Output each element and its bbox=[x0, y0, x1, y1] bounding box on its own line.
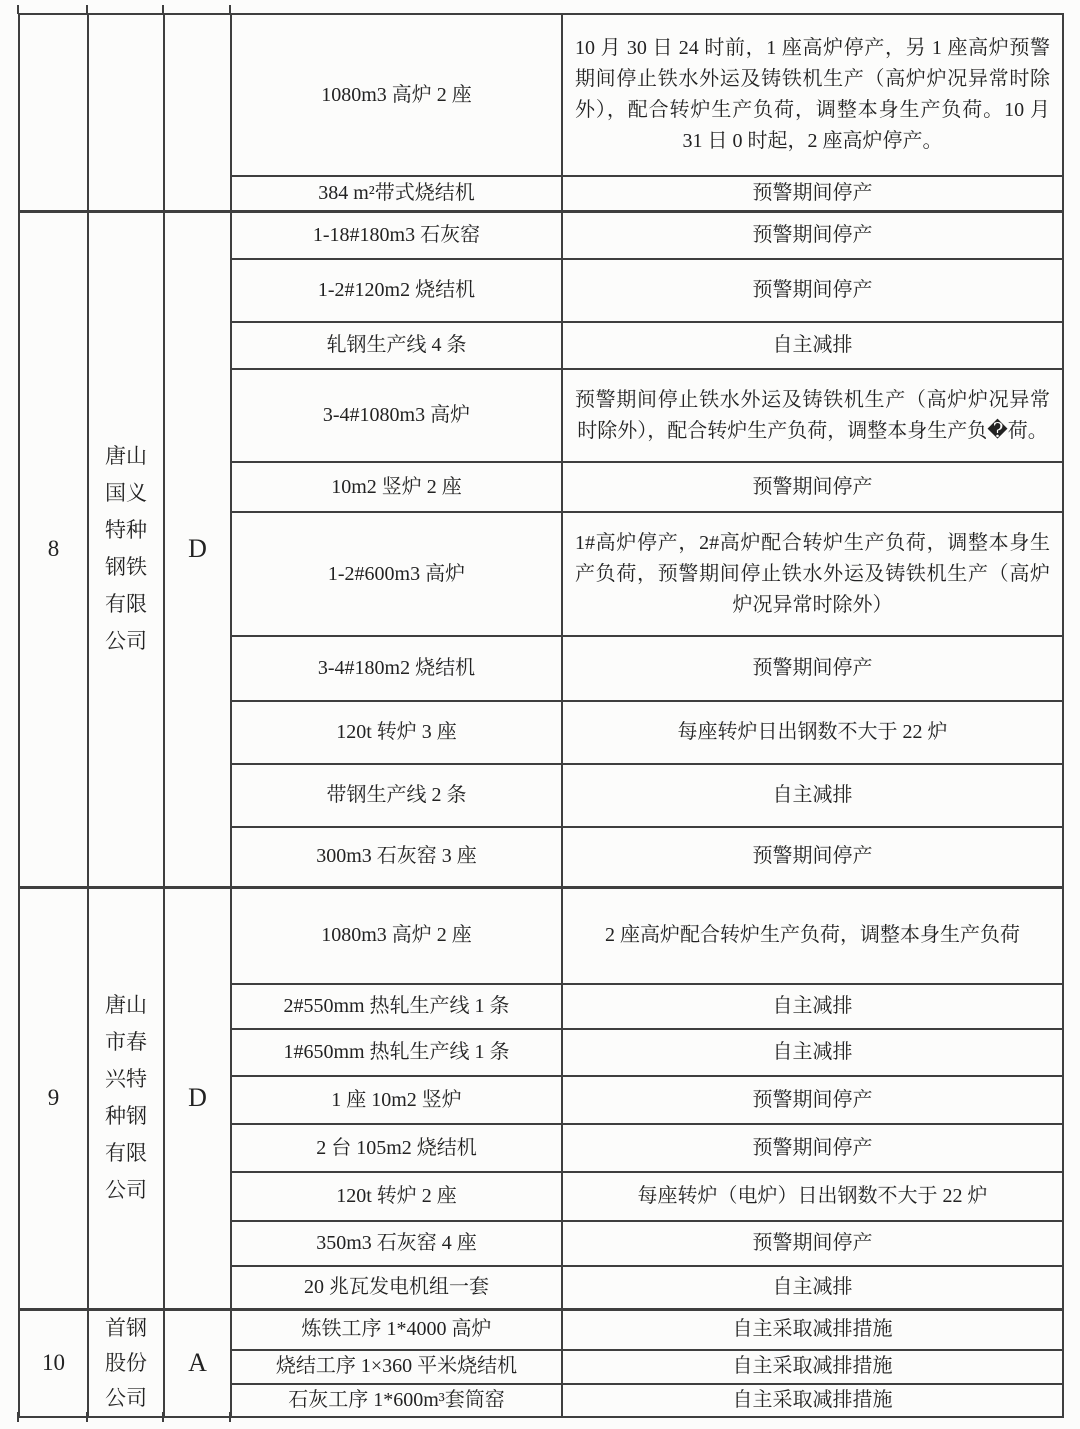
equipment-cell: 3-4#180m2 烧结机 bbox=[231, 636, 562, 701]
measure-cell: 预警期间停产 bbox=[562, 636, 1063, 701]
equipment-cell: 3-4#1080m3 高炉 bbox=[231, 369, 562, 462]
seq-cell: 8 bbox=[19, 211, 88, 887]
equipment-cell: 2#550mm 热轧生产线 1 条 bbox=[231, 984, 562, 1029]
equipment-cell: 350m3 石灰窑 4 座 bbox=[231, 1221, 562, 1266]
company-name-line: 国义 bbox=[105, 481, 147, 505]
measure-cell: 自主采取减排措施 bbox=[562, 1309, 1063, 1350]
grade-cell: A bbox=[164, 1309, 231, 1417]
equipment-cell: 2 台 105m2 烧结机 bbox=[231, 1124, 562, 1172]
measure-cell: 自主减排 bbox=[562, 322, 1063, 369]
company-name-line: 公司 bbox=[105, 629, 147, 653]
seq-cell: 9 bbox=[19, 887, 88, 1309]
measure-cell: 预警期间停产 bbox=[562, 827, 1063, 887]
company-cell bbox=[88, 887, 164, 1309]
equipment-cell: 1-18#180m3 石灰窑 bbox=[231, 211, 562, 259]
measure-cell: 自主减排 bbox=[562, 764, 1063, 827]
company-name-line: 公司 bbox=[105, 1178, 147, 1202]
company-cell bbox=[88, 14, 164, 211]
measure-cell: 自主减排 bbox=[562, 1029, 1063, 1076]
measure-cell: 预警期间停产 bbox=[562, 259, 1063, 322]
company-name-line: 种钢 bbox=[105, 1104, 147, 1128]
table-cut-stub bbox=[17, 1412, 19, 1422]
equipment-cell: 烧结工序 1×360 平米烧结机 bbox=[231, 1350, 562, 1384]
measure-cell: 每座转炉（电炉）日出钢数不大于 22 炉 bbox=[562, 1172, 1063, 1221]
equipment-cell: 1#650mm 热轧生产线 1 条 bbox=[231, 1029, 562, 1076]
equipment-cell: 轧钢生产线 4 条 bbox=[231, 322, 562, 369]
table-row bbox=[19, 1309, 1063, 1350]
equipment-cell: 300m3 石灰窑 3 座 bbox=[231, 827, 562, 887]
company-name-line: 兴特 bbox=[105, 1067, 147, 1091]
company-cell bbox=[88, 211, 164, 887]
equipment-cell: 石灰工序 1*600m³套筒窑 bbox=[231, 1384, 562, 1417]
grade-cell bbox=[164, 14, 231, 211]
company-name-line: 特种 bbox=[105, 518, 147, 542]
measure-cell: 自主减排 bbox=[562, 984, 1063, 1029]
company-cell bbox=[88, 1309, 164, 1417]
company-name-line: 市春 bbox=[105, 1030, 147, 1054]
table-cut-stub bbox=[86, 1412, 88, 1422]
seq-cell bbox=[19, 14, 88, 211]
equipment-cell: 1080m3 高炉 2 座 bbox=[231, 887, 562, 984]
company-name-line: 股份 bbox=[105, 1350, 147, 1375]
measure-cell: 预警期间停产 bbox=[562, 176, 1063, 211]
equipment-cell: 1-2#600m3 高炉 bbox=[231, 512, 562, 636]
measure-cell: 预警期间停产 bbox=[562, 1221, 1063, 1266]
equipment-cell: 1-2#120m2 烧结机 bbox=[231, 259, 562, 322]
measure-cell: 2 座高炉配合转炉生产负荷，调整本身生产负荷 bbox=[562, 887, 1063, 984]
grade-cell: D bbox=[164, 211, 231, 887]
table-row bbox=[19, 887, 1063, 984]
equipment-cell: 10m2 竖炉 2 座 bbox=[231, 462, 562, 512]
company-name-line: 唐山 bbox=[105, 993, 147, 1017]
measure-cell: 自主采取减排措施 bbox=[562, 1384, 1063, 1417]
company-name-line: 有限 bbox=[105, 592, 147, 616]
measure-cell: 预警期间停产 bbox=[562, 1124, 1063, 1172]
company-name-line: 有限 bbox=[105, 1141, 147, 1165]
company-name-line: 钢铁 bbox=[105, 555, 147, 579]
equipment-cell: 1 座 10m2 竖炉 bbox=[231, 1076, 562, 1124]
measure-cell: 预警期间停产 bbox=[562, 462, 1063, 512]
equipment-cell: 384 m²带式烧结机 bbox=[231, 176, 562, 211]
company-name-line: 首钢 bbox=[105, 1315, 147, 1340]
table-cut-stub bbox=[162, 1412, 164, 1422]
restriction-table bbox=[18, 13, 1064, 1418]
measure-cell: 10 月 30 日 24 时前，1 座高炉停产，另 1 座高炉预警期间停止铁水外运及铸铁机生产（高炉炉况异常时除外），配合转炉生产负荷，调整本身生产负荷。10 月 31 日 0 时起，2 座高炉停产。 bbox=[562, 14, 1063, 176]
measure-cell: 预警期间停止铁水外运及铸铁机生产（高炉炉况异常时除外），配合转炉生产负荷，调整本身生产负�荷。 bbox=[562, 369, 1063, 462]
measure-cell: 预警期间停产 bbox=[562, 211, 1063, 259]
company-name-line: 公司 bbox=[105, 1385, 147, 1410]
equipment-cell: 20 兆瓦发电机组一套 bbox=[231, 1266, 562, 1309]
measure-cell: 自主采取减排措施 bbox=[562, 1350, 1063, 1384]
measure-cell: 预警期间停产 bbox=[562, 1076, 1063, 1124]
measure-cell: 1#高炉停产，2#高炉配合转炉生产负荷，调整本身生产负荷，预警期间停止铁水外运及铸铁机生产（高炉炉况异常时除外） bbox=[562, 512, 1063, 636]
equipment-cell: 1080m3 高炉 2 座 bbox=[231, 14, 562, 176]
table-row bbox=[19, 14, 1063, 176]
table-cut-stub bbox=[229, 1412, 231, 1422]
table-row bbox=[19, 211, 1063, 259]
company-name-line: 唐山 bbox=[105, 444, 147, 468]
grade-cell: D bbox=[164, 887, 231, 1309]
measure-cell: 自主减排 bbox=[562, 1266, 1063, 1309]
equipment-cell: 带钢生产线 2 条 bbox=[231, 764, 562, 827]
equipment-cell: 炼铁工序 1*4000 高炉 bbox=[231, 1309, 562, 1350]
measure-cell: 每座转炉日出钢数不大于 22 炉 bbox=[562, 701, 1063, 764]
equipment-cell: 120t 转炉 2 座 bbox=[231, 1172, 562, 1221]
equipment-cell: 120t 转炉 3 座 bbox=[231, 701, 562, 764]
seq-cell: 10 bbox=[19, 1309, 88, 1417]
